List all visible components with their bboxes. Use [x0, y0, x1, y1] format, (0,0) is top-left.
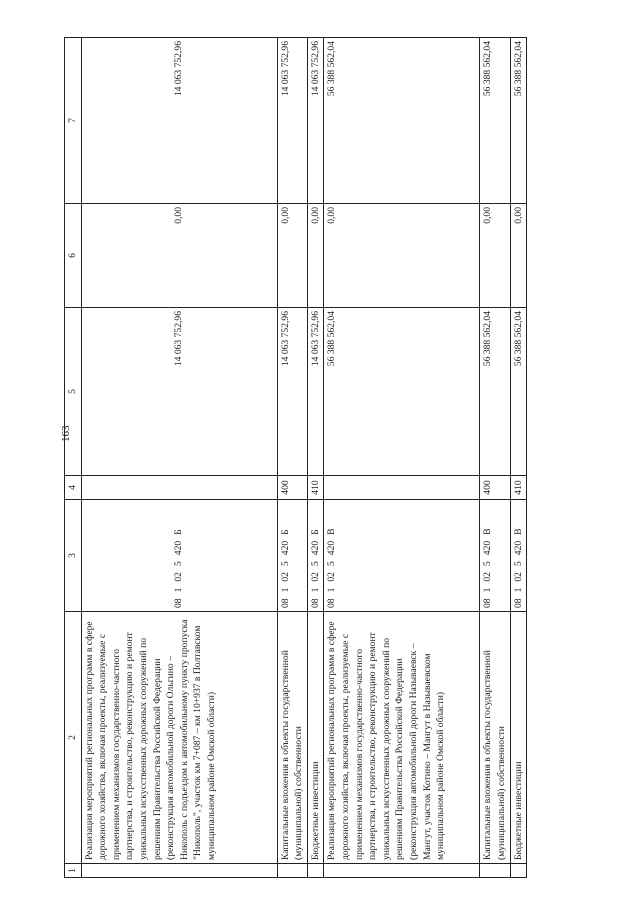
row-number-cell [307, 864, 324, 878]
code-part: 1 [326, 587, 338, 593]
row-col6 [81, 204, 277, 308]
row-col7: 14 063 752,96 [277, 38, 307, 204]
row-col5: 56 388 562,04 [510, 308, 527, 476]
code-part: 08 [173, 598, 185, 608]
rotated-page-content [64, 38, 534, 878]
header-col-2: 2 [65, 612, 82, 864]
row-code [324, 500, 480, 612]
code-part: 08 [482, 598, 494, 608]
row-col6: 0,00 [480, 204, 510, 308]
row-description: Капитальные вложения в объекты государственной (муниципальной) собственности [480, 612, 510, 864]
row-col7: 56 388 562,04 [480, 38, 510, 204]
code-part: 5 [512, 561, 524, 567]
row-col6: 0,00 [510, 204, 527, 308]
code-part: 02 [309, 572, 321, 582]
row-code [480, 500, 510, 612]
table-row [480, 38, 510, 878]
row-col4: 410 [307, 476, 324, 500]
code-part: Б [279, 529, 291, 535]
code-part: Б [309, 529, 321, 535]
code-part: 1 [309, 587, 321, 593]
code-part: 1 [173, 587, 185, 593]
row-code [307, 500, 324, 612]
row-col5: 14 063 752,96 [307, 308, 324, 476]
header-col-1: 1 [65, 864, 82, 878]
row-description: Реализация мероприятий региональных программ в сфере дорожного хозяйства, включая проекты, реализуемые с применением механизмов государственно-частного партнерства, и строительство, реконструкцию и ремонт уникальных искусственных дорожных сооружений по решениям Правительства Российской Федерации (реконструкция автомобильной дороги Называевск – Мангут, участок Котино – Мангут в Называевском муниципальном районе Омской области) [324, 612, 480, 864]
code-part: 1 [279, 587, 291, 593]
row-col6: 0,00 [307, 204, 324, 308]
row-col4: 410 [510, 476, 527, 500]
code-part: 420 [309, 540, 321, 556]
code-part: В [512, 528, 524, 535]
code-part: 5 [173, 561, 185, 567]
row-col7: 14 063 752,96 [307, 38, 324, 204]
code-part: 02 [279, 572, 291, 582]
row-code [277, 500, 307, 612]
header-col-7: 7 [65, 38, 82, 204]
row-number-cell [480, 864, 510, 878]
row-col5: 56 388 562,04 [480, 308, 510, 476]
code-part: 02 [512, 572, 524, 582]
code-part: 420 [173, 540, 185, 556]
row-description: Капитальные вложения в объекты государственной (муниципальной) собственности [277, 612, 307, 864]
row-col4 [324, 476, 480, 500]
code-part: 5 [326, 561, 338, 567]
table-row [277, 38, 307, 878]
row-description: Бюджетные инвестиции [307, 612, 324, 864]
code-part: 08 [512, 598, 524, 608]
code-part: 08 [309, 598, 321, 608]
code-part: 08 [326, 598, 338, 608]
code-part: В [326, 528, 338, 535]
row-code [81, 500, 277, 612]
row-col6: 0,00 [324, 204, 480, 308]
row-col6-value: 0,00 [173, 207, 185, 224]
row-col7: 56 388 562,04 [510, 38, 527, 204]
header-row [65, 38, 82, 878]
code-part: 420 [482, 540, 494, 556]
row-description: Реализация мероприятий региональных программ в сфере дорожного хозяйства, включая проекты, реализуемые с применением механизмов государственно-частного партнерства, и строительство, реконструкцию и ремонт уникальных искусственных дорожных сооружений по решениям Правительства Российской Федерации (реконструкция автомобильной дороги Ольгино – Никополь с подъездом к автомобильному пункту пропуска "Никополь", участок км 7+087 – км 10+937 в Полтавском муниципальном районе Омской области) [81, 612, 277, 864]
code-part: 02 [482, 572, 494, 582]
code-part: 420 [326, 540, 338, 556]
header-col-3: 3 [65, 500, 82, 612]
row-description: Бюджетные инвестиции [510, 612, 527, 864]
header-col-4: 4 [65, 476, 82, 500]
row-col5: 14 063 752,96 [277, 308, 307, 476]
table-row [510, 38, 527, 878]
header-col-5: 5 [65, 308, 82, 476]
code-part: 5 [482, 561, 494, 567]
row-number-cell [277, 864, 307, 878]
row-number-cell [510, 864, 527, 878]
page-number: 163 [60, 425, 72, 442]
code-part: 5 [309, 561, 321, 567]
row-number-cell [81, 864, 277, 878]
code-part: 02 [326, 572, 338, 582]
row-col4 [81, 476, 277, 500]
table-row [324, 38, 480, 878]
row-col5: 56 388 562,04 [324, 308, 480, 476]
row-col7: 56 388 562,04 [324, 38, 480, 204]
code-part: 1 [482, 587, 494, 593]
code-part: В [482, 528, 494, 535]
table-row [81, 38, 277, 878]
row-col4: 400 [480, 476, 510, 500]
budget-table [64, 37, 527, 878]
code-part: 08 [279, 598, 291, 608]
code-part: 02 [173, 572, 185, 582]
table-row [307, 38, 324, 878]
row-col4: 400 [277, 476, 307, 500]
row-code [510, 500, 527, 612]
row-col5: 14 063 752,96 [81, 308, 277, 476]
code-part: Б [173, 529, 185, 535]
code-part: 5 [279, 561, 291, 567]
row-col7: 14 063 752,96 [81, 38, 277, 204]
code-part: 420 [279, 540, 291, 556]
row-number-cell [324, 864, 480, 878]
header-col-6: 6 [65, 204, 82, 308]
code-part: 1 [512, 587, 524, 593]
row-col6: 0,00 [277, 204, 307, 308]
code-part: 420 [512, 540, 524, 556]
